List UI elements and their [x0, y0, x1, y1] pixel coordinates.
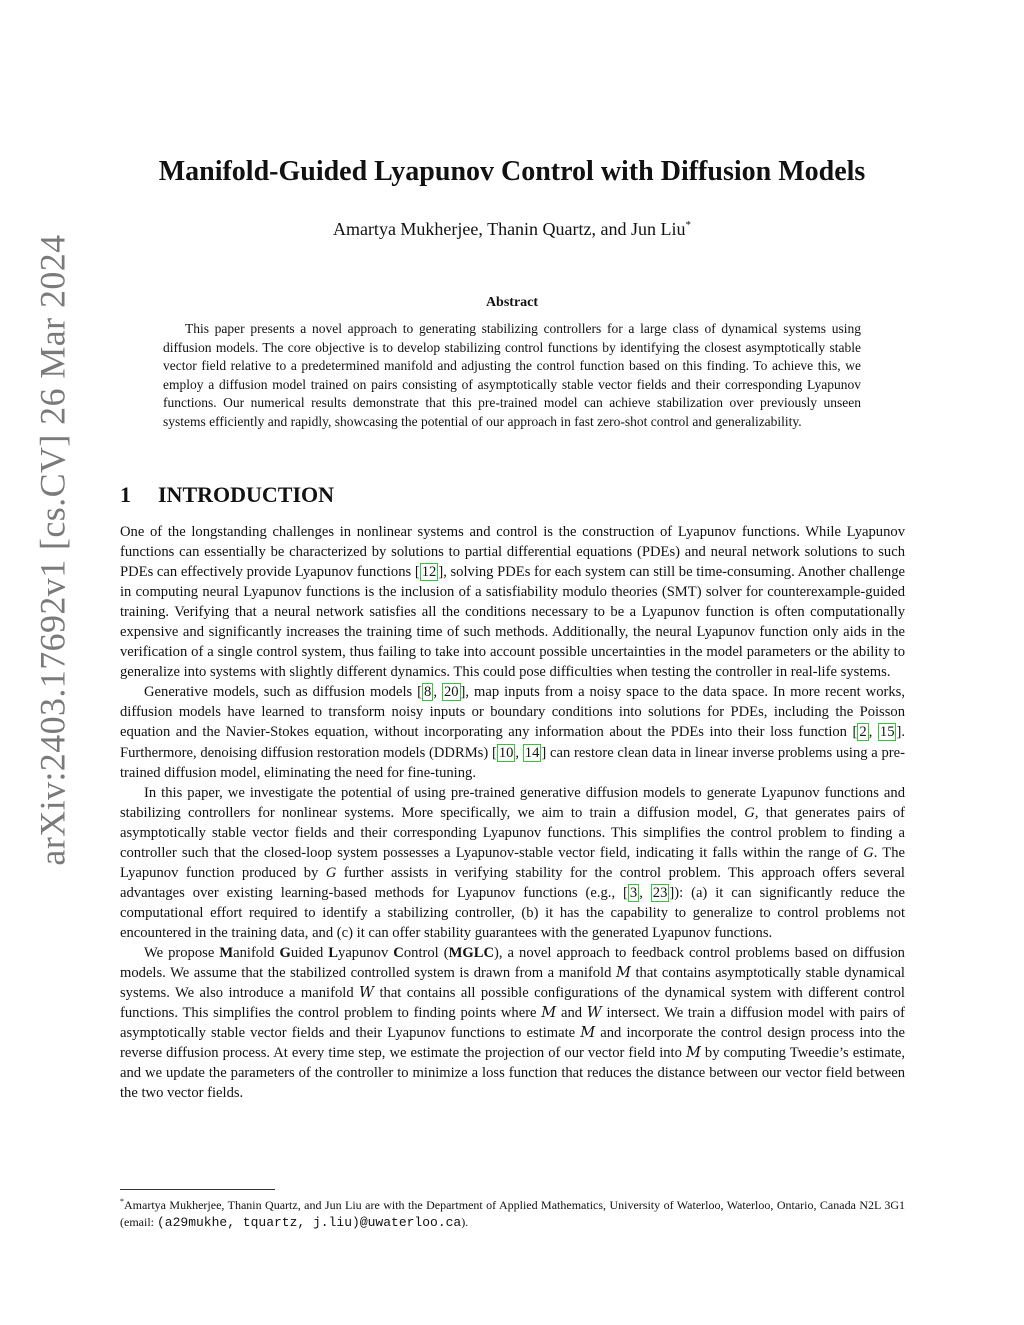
text-run: ,	[433, 684, 442, 701]
section-title: INTRODUCTION	[158, 482, 335, 507]
manifold-symbol-w: W	[359, 984, 375, 1002]
text-run: ontrol (	[403, 944, 449, 961]
math-symbol-g: G	[744, 804, 755, 821]
text-run: further assists in verifying stability for the control problem. This approach offers several advantages over existing learning-based methods for Lyapunov functions (e.g., [	[120, 864, 905, 901]
text-run: that contains asymptotically stable dynamical systems. We also introduce a manifold	[120, 965, 905, 1002]
text-run: that contains all possible configurations of the dynamical system with different control functions. This simplifies the control problem to finding points where	[120, 985, 905, 1022]
manifold-symbol-w: W	[586, 1004, 602, 1022]
arxiv-identifier-stamp	[8, 120, 98, 980]
paragraph-2	[120, 682, 905, 782]
text-run: In this paper, we investigate the potential of using pre-trained generative diffusion models to generate Lyapunov functions and stabilizing controllers for nonlinear systems. More specifically, we aim to train a diffusion model,	[120, 784, 905, 821]
footnote-mark: *	[120, 1197, 124, 1206]
text-run: ], map inputs from a noisy space to the data space. In more recent works, diffusion models have learned to transform noisy inputs or boundary conditions into solutions for PDEs, including the Poisson equation and the Navier-Stokes equation, without incorporating any information about the PDEs into their loss function [	[120, 684, 905, 741]
acronym-letter: G	[279, 944, 291, 961]
paragraph-3	[120, 783, 905, 943]
citation-link[interactable]: 15	[879, 724, 895, 741]
abstract-text: This paper presents a novel approach to generating stabilizing controllers for a large class of dynamical systems using diffusion models. The core objective is to develop stabilizing control functions by identifying the closest asymptotically stable vector field relative to a predetermined manifold and adjusting the control function based on this finding. To achieve this, we employ a diffusion model trained on pairs consisting of asymptotically stable vector fields and their corresponding Lyapunov functions. Our numerical results demonstrate that this pre-trained model can achieve stabilization over previously unseen systems efficiently and rapidly, showcasing the potential of our approach in fast zero-shot control and generalizability.	[163, 321, 861, 429]
text-run: and	[556, 1005, 587, 1022]
math-symbol-g: G	[863, 844, 874, 861]
text-run: ), a novel approach to feedback control problems based on diffusion models. We assume that the stabilized controlled system is drawn from a manifold	[120, 944, 905, 982]
acronym-letter: C	[393, 944, 404, 961]
author-line	[120, 212, 904, 242]
acronym-letter: M	[219, 944, 234, 961]
paper-title: Manifold-Guided Lyapunov Control with Diffusion Models	[158, 156, 866, 187]
citation-link[interactable]: 8	[424, 684, 432, 701]
citation-link[interactable]: 23	[652, 884, 668, 901]
text-run: by computing Tweedie’s estimate, and we update the parameters of the controller to minimize a loss function that reduces the distance between our vector field between the two vector fields.	[120, 1045, 905, 1102]
footnote-text-end: ).	[461, 1215, 469, 1229]
acronym-mglc: MGLC	[448, 944, 494, 961]
citation-link[interactable]: 14	[524, 744, 540, 761]
paragraph-4	[120, 943, 905, 1103]
text-run: ], solving PDEs for each system can still be time-consuming. Another challenge in computing neural Lyapunov functions is the inclusion of a satisfiability modulo theories (SMT) solver for counterexample-guided training. Verifying that a neural network satisfies all the conditions necessary to be a Lyapunov function is often computationally expensive and significantly increases the training time of such methods. Additionally, the neural Lyapunov function only aids in the verification of a single control system, thus failing to take into account possible uncertainties in the model parameters or the ability to generalize into systems with slightly different dynamics. This could pose difficulties when testing the controller in real-life systems.	[120, 564, 905, 681]
text-run: ,	[639, 884, 651, 901]
citation-link[interactable]: 12	[421, 564, 437, 581]
section-number: 1	[120, 482, 131, 507]
arxiv-identifier-text: arXiv:2403.17692v1 [cs.CV] 26 Mar 2024	[33, 234, 73, 866]
text-run: We propose	[144, 944, 220, 961]
text-run: Generative models, such as diffusion models [	[144, 684, 423, 701]
section-heading-introduction	[120, 480, 904, 510]
text-run: uided	[290, 944, 329, 961]
author-names: Amartya Mukherjee, Thanin Quartz, and Jun Liu	[332, 219, 686, 239]
text-run: , that generates pairs of asymptotically stable vector fields and their corresponding Lyapunov functions. This simplifies the control problem to finding a controller such that the closed-loop system possesses a Lyapunov-stable vector field, indicating it falls within the range of	[120, 804, 905, 861]
citation-link[interactable]: 10	[498, 744, 514, 761]
text-run: ]. Furthermore, denoising diffusion restoration models (DDRMs) [	[120, 724, 905, 761]
footnote-divider	[120, 1189, 275, 1190]
manifold-symbol-m: M	[541, 1004, 557, 1022]
text-run: ,	[868, 724, 878, 741]
text-run: One of the longstanding challenges in nonlinear systems and control is the construction of Lyapunov functions. While Lyapunov functions can essentially be characterized by solutions to partial differential equations (PDEs) and neural network solutions to such PDEs can effectively provide Lyapunov functions [	[120, 524, 905, 581]
citation-link[interactable]: 2	[859, 724, 867, 741]
manifold-symbol-m: M	[615, 964, 631, 982]
acronym-letter: L	[328, 944, 339, 961]
author-footnote-mark: *	[685, 219, 692, 231]
text-run: ] can restore clean data in linear inverse problems using a pre-trained diffusion model, eliminating the need for fine-tuning.	[120, 744, 906, 781]
introduction-body	[120, 522, 905, 1103]
math-symbol-g: G	[325, 864, 337, 881]
text-run: and incorporate the control design process into the reverse diffusion process. At every time step, we estimate the projection of our vector field into	[120, 1025, 905, 1062]
text-run: intersect. We train a diffusion model with pairs of asymptotically stable vector fields and their Lyapunov functions to estimate	[120, 1005, 905, 1042]
citation-link[interactable]: 3	[629, 884, 638, 901]
footnote-text: Amartya Mukherjee, Thanin Quartz, and Jun Liu are with the Department of Applied Mathematics, University of Waterloo, Waterloo, Ontario, Canada N2L 3G1 (email:	[120, 1198, 905, 1229]
text-run: yapunov	[338, 944, 394, 961]
text-run: . The Lyapunov function produced by	[120, 844, 905, 881]
abstract-heading: Abstract	[485, 295, 539, 310]
citation-link[interactable]: 20	[443, 684, 459, 701]
manifold-symbol-m: M	[580, 1024, 596, 1042]
author-affiliation-footnote	[120, 1193, 905, 1231]
text-run: anifold	[233, 944, 280, 961]
author-emails[interactable]: (a29mukhe, tquartz, j.liu)@uwaterloo.ca	[156, 1215, 462, 1230]
text-run: ]): (a) it can significantly reduce the computational effort required to identify a stabilizing controller, (b) it has the capability to generalize to control problems not encountered in the training data, and (c) it can offer stability guarantees with the generated Lyapunov functions.	[120, 884, 905, 941]
paragraph-1	[120, 522, 905, 682]
manifold-symbol-m: M	[685, 1044, 701, 1062]
text-run: ,	[515, 744, 523, 761]
